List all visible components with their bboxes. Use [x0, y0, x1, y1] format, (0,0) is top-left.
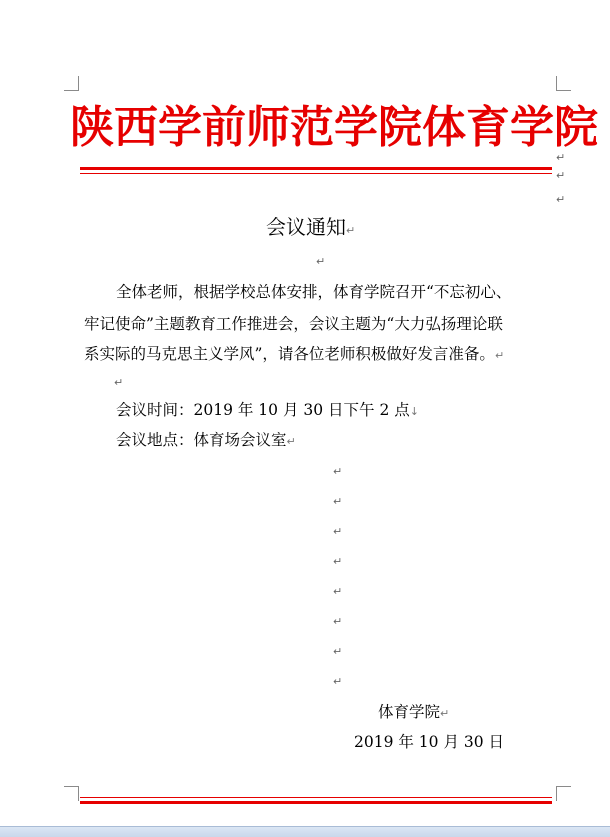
letterhead-title: 陕西学前师范学院体育学院 — [70, 102, 598, 153]
signature-org-text: 体育学院 — [378, 703, 441, 721]
paragraph-mark: ↵ — [494, 349, 505, 362]
footer-rule-thick — [80, 801, 552, 804]
paragraph-mark: ↵ — [114, 376, 124, 389]
footer-rule-thin — [80, 797, 552, 798]
signature-date-line[interactable] — [354, 730, 504, 754]
paragraph-mark: ↵ — [333, 525, 343, 538]
body-line-1[interactable]: 全体老师，根据学校总体安排，体育学院召开“不忘初心、 — [116, 283, 512, 301]
paragraph-mark: ↵ — [286, 435, 296, 448]
body-line-3[interactable] — [84, 340, 564, 370]
paragraph-mark: ↵ — [333, 585, 343, 598]
paragraph-mark: ↵ — [556, 169, 566, 182]
paragraph-mark: ↵ — [556, 193, 566, 206]
paragraph-mark: ↵ — [556, 151, 566, 164]
body-line-3-text: 系实际的马克思主义学风”，请各位老师积极做好发言准备。 — [84, 345, 495, 363]
paragraph-mark: ↵ — [440, 707, 450, 720]
meeting-time-line[interactable] — [116, 398, 419, 424]
paragraph-mark: ↵ — [333, 645, 343, 658]
crop-mark-top-left — [64, 76, 79, 91]
paragraph-mark: ↵ — [316, 255, 326, 268]
paragraph-mark: ↵ — [333, 555, 343, 568]
body-line-2[interactable]: 牢记使命”主题教育工作推进会，会议主题为“大力弘扬理论联 — [84, 315, 503, 333]
crop-mark-bottom-right — [556, 786, 571, 801]
paragraph-mark: ↵ — [333, 465, 343, 478]
crop-mark-top-right — [556, 76, 571, 91]
meeting-time-text: 会议时间：2019 年 10 月 30 日下午 2 点 — [116, 401, 410, 419]
meeting-place-line[interactable] — [116, 428, 296, 454]
letterhead-rule-thick — [80, 167, 552, 170]
letterhead-rule-thin — [80, 173, 552, 174]
paragraph-mark: ↵ — [333, 615, 343, 628]
signature-org-line[interactable] — [378, 700, 449, 726]
meeting-place-text: 会议地点：体育场会议室 — [116, 431, 287, 449]
signature-date-text: 2019 年 10 月 30 日 — [354, 733, 505, 751]
paragraph-mark: ↵ — [333, 495, 343, 508]
notice-title[interactable] — [266, 214, 355, 244]
paragraph-mark: ↵ — [346, 224, 356, 237]
notice-title-text: 会议通知 — [266, 215, 346, 239]
crop-mark-bottom-left — [64, 786, 79, 801]
line-break-mark: ↓ — [409, 405, 419, 418]
paragraph-mark: ↵ — [333, 675, 343, 688]
status-bar — [0, 826, 610, 837]
